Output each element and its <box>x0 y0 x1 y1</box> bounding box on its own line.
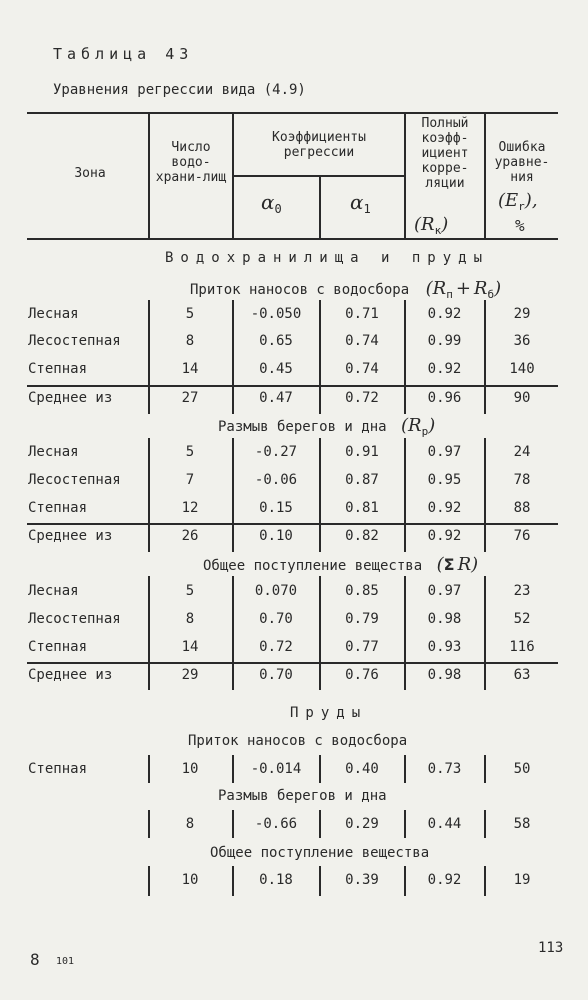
a0-cell: -0.014 <box>250 761 302 777</box>
count-cell: 10 <box>181 872 199 888</box>
formula-subscript: б <box>487 287 495 301</box>
e-cell: 36 <box>513 333 531 349</box>
r-cell: 0.98 <box>427 611 462 627</box>
e-cell: 88 <box>513 500 531 516</box>
zone-cell: Лесостепная <box>28 472 121 488</box>
formula-subscript: п <box>446 287 453 301</box>
r-cell: 0.92 <box>427 872 462 888</box>
r-cell: 0.97 <box>427 444 462 460</box>
r-cell: 0.99 <box>427 333 462 349</box>
zone-cell: Степная <box>28 639 88 655</box>
r-cell: 0.95 <box>427 472 462 488</box>
symbol: ) <box>441 214 449 235</box>
section-ponds: Пруды <box>290 705 368 721</box>
header-zone: Зона <box>74 166 106 181</box>
a1-cell: 0.72 <box>345 390 379 406</box>
e-cell: 63 <box>513 667 531 683</box>
a1-cell: 0.87 <box>345 472 379 488</box>
a0-cell: -0.66 <box>254 816 298 832</box>
a0-cell: -0.27 <box>254 444 298 460</box>
header-count: Число водо-храни-лищ <box>155 140 227 185</box>
a0-cell: 0.47 <box>259 390 293 406</box>
table-label: Таблица 43 <box>53 45 194 63</box>
header-divider <box>232 112 234 239</box>
a1-cell: 0.29 <box>345 816 379 832</box>
footer-left-small: 101 <box>56 956 75 967</box>
formula-part: + <box>455 278 471 299</box>
r-cell: 0.93 <box>427 639 462 655</box>
ponds-b1-title: Приток наносов с водосбора <box>188 733 408 749</box>
symbol: (E <box>498 190 519 211</box>
e-cell: 29 <box>513 306 531 322</box>
a1-cell: 0.85 <box>345 583 379 599</box>
r-cell: 0.92 <box>427 361 462 377</box>
footer-left-mark: 8 <box>30 950 40 969</box>
a1-cell: 0.40 <box>345 761 379 777</box>
header-coef-group: Коэффициенты регрессии <box>272 130 366 160</box>
count-cell: 5 <box>185 444 195 460</box>
count-cell: 14 <box>181 361 199 377</box>
block-title-text: Приток наносов с водосбора <box>190 282 410 298</box>
e-cell: 23 <box>513 583 531 599</box>
alpha-symbol: α <box>261 190 275 214</box>
e-cell: 19 <box>513 872 531 888</box>
a0-cell: 0.70 <box>259 667 293 683</box>
header-divider <box>148 112 150 239</box>
block1-title <box>190 278 501 301</box>
a1-cell: 0.81 <box>345 500 379 516</box>
ponds-b2-title: Размыв берегов и дна <box>218 788 387 804</box>
a1-cell: 0.39 <box>345 872 379 888</box>
formula-part: ) <box>494 278 502 299</box>
formula-part: ( <box>436 554 444 575</box>
count-cell: 27 <box>181 390 199 406</box>
zone-cell: Среднее из <box>28 390 113 406</box>
e-cell: 58 <box>513 816 531 832</box>
a1-cell: 0.71 <box>345 306 379 322</box>
r-cell: 0.92 <box>427 500 462 516</box>
zone-cell: Лесостепная <box>28 611 121 627</box>
zone-cell: Степная <box>28 361 88 377</box>
zone-cell: Среднее из <box>28 528 113 544</box>
e-cell: 90 <box>513 390 531 406</box>
block-title-text: Размыв берегов и дна <box>218 419 387 435</box>
block-title-text: Общее поступление вещества <box>203 558 423 574</box>
header-error-unit: % <box>515 216 525 235</box>
zone-cell: Среднее из <box>28 667 113 683</box>
count-cell: 8 <box>185 816 195 832</box>
e-cell: 116 <box>509 639 535 655</box>
e-cell: 78 <box>513 472 531 488</box>
alpha-symbol: α <box>350 190 364 214</box>
a0-cell: 0.10 <box>259 528 293 544</box>
symbol: (R <box>414 214 435 235</box>
page-number: 113 <box>538 940 564 956</box>
zone-cell: Степная <box>28 500 88 516</box>
ponds-b3-title: Общее поступление вещества <box>210 845 430 861</box>
symbol: ), <box>524 190 538 211</box>
zone-cell: Лесная <box>28 444 79 460</box>
header-top-rule <box>27 112 558 114</box>
a1-cell: 0.82 <box>345 528 379 544</box>
header-error: Ошибка уравне-ния <box>494 140 550 185</box>
a0-cell: 0.15 <box>259 500 293 516</box>
r-cell: 0.92 <box>427 528 462 544</box>
count-cell: 7 <box>185 472 195 488</box>
alpha-subscript: 1 <box>363 202 371 217</box>
alpha-subscript: 0 <box>274 202 282 217</box>
r-cell: 0.92 <box>427 306 462 322</box>
a0-cell: 0.65 <box>259 333 293 349</box>
header-divider <box>319 176 321 239</box>
a0-cell: 0.45 <box>259 361 293 377</box>
zone-cell: Лесостепная <box>28 333 121 349</box>
formula-subscript: р <box>421 424 429 438</box>
r-cell: 0.98 <box>427 667 462 683</box>
a1-cell: 0.74 <box>345 333 379 349</box>
a1-cell: 0.77 <box>345 639 379 655</box>
average-rule <box>27 523 558 525</box>
block2-title <box>218 415 435 438</box>
e-cell: 24 <box>513 444 531 460</box>
r-cell: 0.97 <box>427 583 462 599</box>
block3-title <box>203 554 478 575</box>
average-rule <box>27 385 558 387</box>
subscript: к <box>434 223 442 237</box>
a1-cell: 0.76 <box>345 667 379 683</box>
formula-part: R <box>473 278 488 299</box>
count-cell: 29 <box>181 667 199 683</box>
zone-cell: Степная <box>28 761 88 777</box>
header-divider <box>484 112 486 239</box>
header-divider <box>404 112 406 239</box>
a0-cell: 0.070 <box>254 583 298 599</box>
count-cell: 8 <box>185 611 195 627</box>
header-a0 <box>261 190 282 216</box>
header-full-coef-symbol <box>414 214 448 237</box>
formula-part: ) <box>428 415 436 436</box>
a0-cell: -0.050 <box>250 306 302 322</box>
a0-cell: 0.72 <box>259 639 293 655</box>
count-cell: 5 <box>185 583 195 599</box>
average-rule <box>27 662 558 664</box>
header-error-symbol <box>498 190 538 213</box>
count-cell: 14 <box>181 639 199 655</box>
a0-cell: 0.18 <box>259 872 293 888</box>
e-cell: 76 <box>513 528 531 544</box>
header-bottom-rule <box>27 238 558 240</box>
formula-part: R <box>408 415 422 436</box>
count-cell: 10 <box>181 761 199 777</box>
a1-cell: 0.79 <box>345 611 379 627</box>
formula-part: ) <box>471 554 479 575</box>
e-cell: 140 <box>509 361 535 377</box>
header-full-coef: Полный коэфф-ициент корре-ляции <box>421 116 469 191</box>
zone-cell: Лесная <box>28 306 79 322</box>
e-cell: 52 <box>513 611 531 627</box>
r-cell: 0.96 <box>427 390 462 406</box>
count-cell: 12 <box>181 500 199 516</box>
a0-cell: 0.70 <box>259 611 293 627</box>
count-cell: 5 <box>185 306 195 322</box>
formula-part: ( <box>425 278 433 299</box>
a0-cell: -0.06 <box>254 472 298 488</box>
header-a1 <box>350 190 371 216</box>
table-caption: Уравнения регрессии вида (4.9) <box>53 82 306 98</box>
r-cell: 0.44 <box>427 816 462 832</box>
a1-cell: 0.74 <box>345 361 379 377</box>
subscript: r <box>518 200 525 214</box>
count-cell: 26 <box>181 528 199 544</box>
a1-cell: 0.91 <box>345 444 379 460</box>
sigma-symbol: Σ <box>443 555 455 574</box>
zone-cell: Лесная <box>28 583 79 599</box>
count-cell: 8 <box>185 333 195 349</box>
formula-part: ( <box>401 415 409 436</box>
section-reservoirs: Водохранилища и пруды <box>165 250 490 266</box>
formula-part: R <box>432 278 447 299</box>
formula-part: R <box>457 554 472 575</box>
e-cell: 50 <box>513 761 531 777</box>
r-cell: 0.73 <box>427 761 462 777</box>
